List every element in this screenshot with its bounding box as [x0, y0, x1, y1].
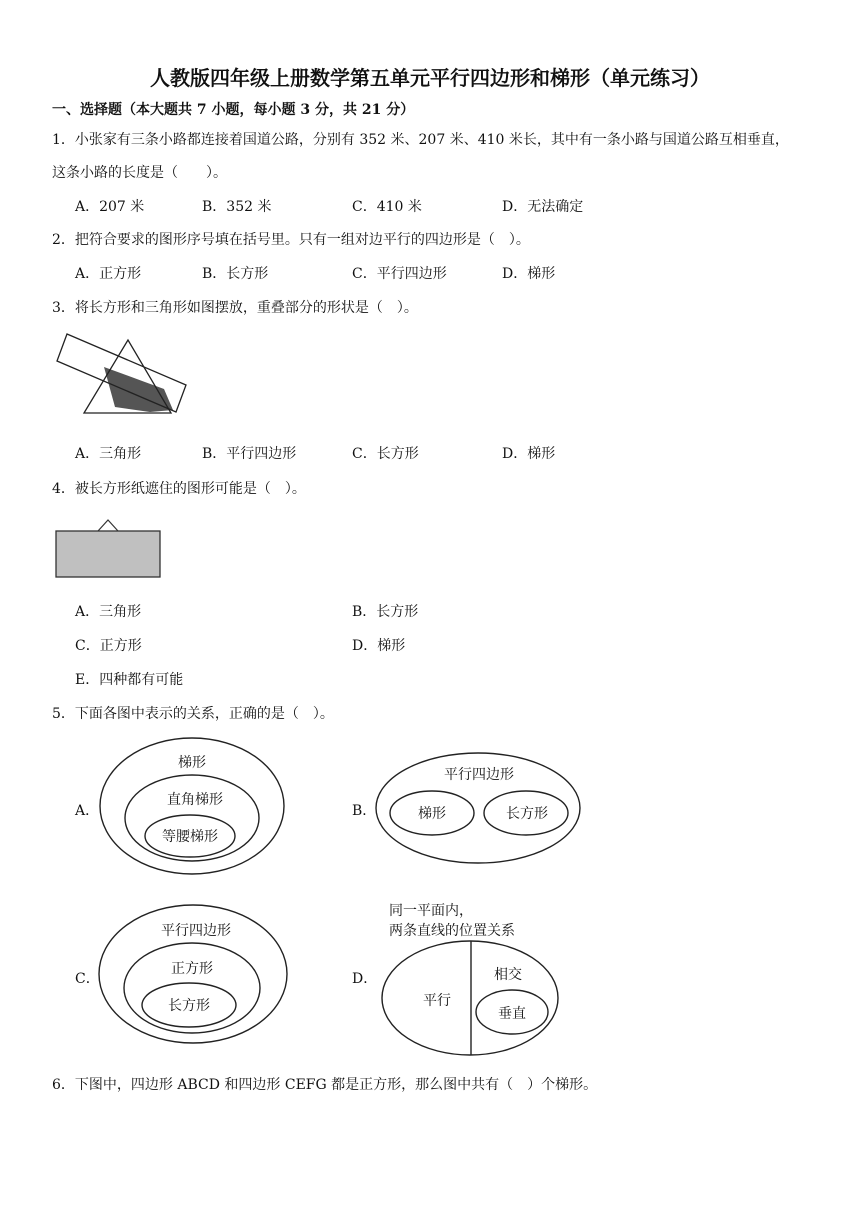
q3-option-c: C．长方形 — [352, 446, 419, 462]
q1-option-a: A．207 米 — [75, 199, 145, 215]
q5-label-a: A． — [75, 803, 100, 819]
section-heading: 一、选择题（本大题共 7 小题，每小题 3 分，共 21 分） — [52, 102, 415, 118]
q5-label-b: B． — [352, 803, 377, 819]
q5d-caption-line1: 同一平面内， — [389, 903, 473, 919]
q2-option-b: B．长方形 — [202, 266, 269, 282]
q1-option-c: C．410 米 — [352, 199, 422, 215]
q5a-inner-label: 等腰梯形 — [162, 829, 218, 845]
q2-option-d: D．梯形 — [502, 266, 556, 282]
q5-label-d: D． — [352, 971, 378, 987]
q4-option-a: A．三角形 — [75, 604, 142, 620]
question-5-text: 5．下面各图中表示的关系，正确的是（ ）。 — [52, 706, 334, 722]
q1-option-b: B．352 米 — [202, 199, 272, 215]
q5b-left-label: 梯形 — [418, 806, 446, 822]
q3-option-a: A．三角形 — [75, 446, 142, 462]
q4-option-d: D．梯形 — [352, 638, 406, 654]
q4-option-e: E．四种都有可能 — [75, 672, 184, 688]
question-1-text-cont: 这条小路的长度是（ ）。 — [52, 165, 227, 181]
q2-option-a: A．正方形 — [75, 266, 142, 282]
question-2-text: 2．把符合要求的图形序号填在括号里。只有一组对边平行的四边形是（ ）。 — [52, 232, 530, 248]
q5-diagram-c — [99, 905, 287, 1043]
q5a-outer-label: 梯形 — [178, 755, 206, 771]
q3-option-b: B．平行四边形 — [202, 446, 297, 462]
q4-option-c: C．正方形 — [75, 638, 142, 654]
q5d-caption-line2: 两条直线的位置关系 — [389, 923, 515, 939]
q5-label-c: C． — [75, 971, 100, 987]
q5d-left-label: 平行 — [423, 993, 451, 1009]
q5a-middle-label: 直角梯形 — [167, 792, 223, 808]
q1-option-d: D．无法确定 — [502, 199, 584, 215]
q5b-right-label: 长方形 — [506, 806, 548, 822]
page-title: 人教版四年级上册数学第五单元平行四边形和梯形（单元练习） — [150, 66, 710, 90]
q5c-outer-label: 平行四边形 — [161, 923, 231, 939]
q5d-outer-ellipse — [382, 941, 558, 1055]
q5-diagram-b — [376, 753, 580, 863]
question-1-text: 1．小张家有三条小路都连接着国道公路，分别有 352 米、207 米、410 米长，其中有一条小路与国道公路互相垂直， — [52, 132, 789, 148]
q3-option-d: D．梯形 — [502, 446, 556, 462]
q5-diagram-a — [100, 738, 284, 874]
question-3-text: 3．将长方形和三角形如图摆放，重叠部分的形状是（ ）。 — [52, 300, 418, 316]
q5c-middle-ellipse — [124, 943, 260, 1033]
q2-option-c: C．平行四边形 — [352, 266, 447, 282]
q5d-right-label: 相交 — [494, 967, 522, 983]
question-6-text: 6．下图中，四边形 ABCD 和四边形 CEFG 都是正方形，那么图中共有（ ）个梯形。 — [52, 1077, 598, 1093]
q5c-inner-label: 长方形 — [168, 998, 210, 1014]
q5-diagram-d — [382, 902, 558, 1055]
q5a-middle-ellipse — [125, 775, 259, 861]
q5c-middle-label: 正方形 — [171, 961, 213, 977]
q5b-outer-label: 平行四边形 — [444, 767, 514, 783]
q5d-inner-label: 垂直 — [498, 1006, 526, 1022]
q4-option-b: B．长方形 — [352, 604, 419, 620]
question-4-text: 4．被长方形纸遮住的图形可能是（ ）。 — [52, 481, 306, 497]
